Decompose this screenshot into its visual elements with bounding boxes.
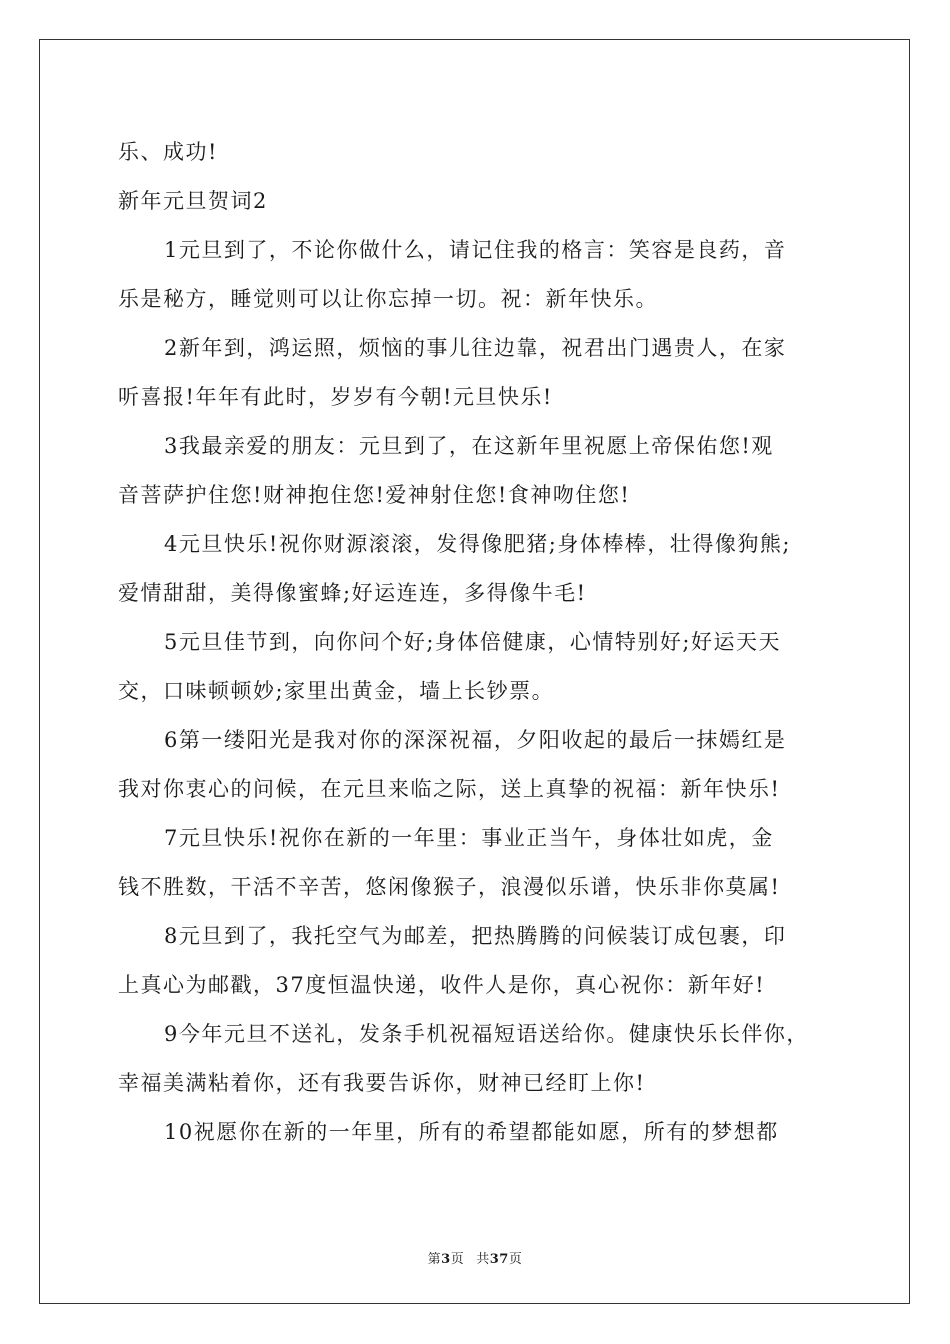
total-pages: 37 [489, 1252, 509, 1267]
text-line: 6第一缕阳光是我对你的深深祝福，夕阳收起的最后一抹嫣红是 [164, 728, 787, 752]
text-line: 4元旦快乐!祝你财源滚滚，发得像肥猪;身体棒棒，壮得像狗熊; [164, 532, 791, 556]
section-heading: 新年元旦贺词2 [118, 189, 268, 213]
text-line: 7元旦快乐!祝你在新的一年里：事业正当午，身体壮如虎，金 [164, 826, 774, 850]
page-footer [0, 1248, 950, 1267]
text-line: 爱情甜甜，美得像蜜蜂;好运连连，多得像牛毛! [118, 581, 587, 605]
page-suffix: 页 [450, 1252, 465, 1267]
text-line: 8元旦到了，我托空气为邮差，把热腾腾的问候装订成包裹，印 [164, 924, 787, 948]
total-prefix: 共 [476, 1252, 490, 1267]
text-line: 10祝愿你在新的一年里，所有的希望都能如愿，所有的梦想都 [164, 1120, 779, 1144]
page-number: 3 [441, 1252, 451, 1267]
text-line: 1元旦到了，不论你做什么，请记住我的格言：笑容是良药，音 [164, 238, 787, 262]
text-line: 音菩萨护住您!财神抱住您!爱神射住您!食神吻住您! [118, 483, 631, 507]
text-line: 3我最亲爱的朋友：元旦到了，在这新年里祝愿上帝保佑您!观 [164, 434, 774, 458]
text-line: 5元旦佳节到，向你问个好;身体倍健康，心情特别好;好运天天 [164, 630, 782, 654]
text-line: 我对你衷心的问候，在元旦来临之际，送上真挚的祝福：新年快乐! [118, 777, 781, 801]
text-line: 幸福美满粘着你，还有我要告诉你，财神已经盯上你! [118, 1071, 646, 1095]
text-line: 乐、成功! [118, 140, 218, 164]
text-line: 9今年元旦不送礼，发条手机祝福短语送给你。健康快乐长伴你， [164, 1022, 809, 1046]
text-line: 上真心为邮戳，37度恒温快递，收件人是你，真心祝你：新年好! [118, 973, 766, 997]
total-suffix: 页 [508, 1252, 523, 1267]
text-line: 听喜报!年年有此时，岁岁有今朝!元旦快乐! [118, 385, 553, 409]
text-line: 2新年到，鸿运照，烦恼的事儿往边靠，祝君出门遇贵人，在家 [164, 336, 787, 360]
page-prefix: 第 [427, 1252, 442, 1267]
text-line: 钱不胜数，干活不辛苦，悠闲像猴子，浪漫似乐谱，快乐非你莫属! [118, 875, 781, 899]
document-body [118, 128, 838, 1157]
text-line: 交，口味顿顿妙;家里出黄金，墙上长钞票。 [118, 679, 555, 703]
text-line: 乐是秘方，睡觉则可以让你忘掉一切。祝：新年快乐。 [118, 287, 658, 311]
